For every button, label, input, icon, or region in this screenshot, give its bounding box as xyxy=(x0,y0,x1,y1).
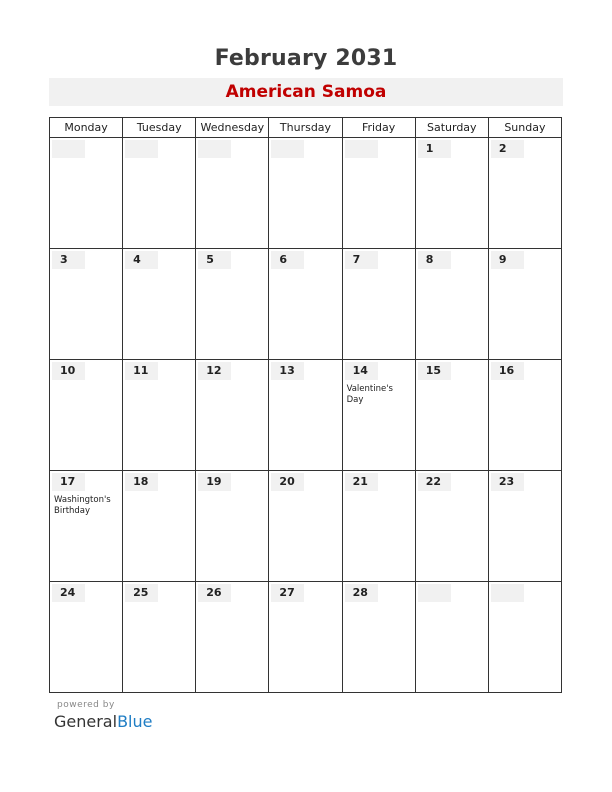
weekday-header: Tuesday xyxy=(123,118,196,138)
day-cell xyxy=(488,360,561,471)
holiday-label: Valentine's Day xyxy=(346,384,393,405)
day-number: 15 xyxy=(418,362,451,380)
day-number: 5 xyxy=(198,251,231,269)
week-row xyxy=(50,249,562,360)
day-cell xyxy=(269,138,342,249)
day-cell xyxy=(488,471,561,582)
weekday-header: Friday xyxy=(342,118,415,138)
day-cell xyxy=(342,249,415,360)
week-row xyxy=(50,471,562,582)
weekday-header: Monday xyxy=(50,118,123,138)
day-cell xyxy=(123,138,196,249)
weekday-header-row xyxy=(50,118,562,138)
week-row xyxy=(50,138,562,249)
country-banner xyxy=(49,78,563,106)
generalblue-logo[interactable] xyxy=(54,712,152,731)
day-cell xyxy=(269,249,342,360)
day-cell xyxy=(342,582,415,693)
day-cell xyxy=(415,471,488,582)
day-number xyxy=(125,140,158,158)
day-number: 14 xyxy=(345,362,378,380)
weekday-header: Saturday xyxy=(415,118,488,138)
day-cell xyxy=(50,582,123,693)
day-cell xyxy=(196,138,269,249)
day-number: 25 xyxy=(125,584,158,602)
day-cell xyxy=(342,138,415,249)
day-number: 9 xyxy=(491,251,524,269)
day-cell xyxy=(488,249,561,360)
calendar-grid xyxy=(49,117,562,693)
day-number xyxy=(52,140,85,158)
day-cell xyxy=(415,360,488,471)
day-number: 11 xyxy=(125,362,158,380)
day-number: 22 xyxy=(418,473,451,491)
day-cell xyxy=(415,138,488,249)
day-number: 27 xyxy=(271,584,304,602)
day-cell xyxy=(196,249,269,360)
day-cell xyxy=(269,360,342,471)
day-number xyxy=(491,584,524,602)
day-number: 16 xyxy=(491,362,524,380)
day-number: 24 xyxy=(52,584,85,602)
day-number: 26 xyxy=(198,584,231,602)
day-number: 12 xyxy=(198,362,231,380)
day-number: 10 xyxy=(52,362,85,380)
day-cell xyxy=(50,138,123,249)
day-number: 20 xyxy=(271,473,304,491)
calendar-title: February 2031 xyxy=(214,46,398,71)
day-number: 18 xyxy=(125,473,158,491)
weekday-header: Sunday xyxy=(488,118,561,138)
powered-by-label: powered by xyxy=(57,700,115,710)
day-cell xyxy=(50,471,123,582)
day-number: 8 xyxy=(418,251,451,269)
day-cell xyxy=(50,360,123,471)
day-cell xyxy=(196,471,269,582)
holiday-label: Washington's Birthday xyxy=(54,495,111,516)
day-number: 1 xyxy=(418,140,451,158)
brand-text-general: General xyxy=(54,712,118,731)
day-number: 4 xyxy=(125,251,158,269)
day-cell xyxy=(415,249,488,360)
day-number xyxy=(198,140,231,158)
day-cell xyxy=(123,471,196,582)
day-cell xyxy=(488,138,561,249)
weekday-header: Thursday xyxy=(269,118,342,138)
day-cell xyxy=(196,582,269,693)
day-number xyxy=(271,140,304,158)
day-cell xyxy=(269,582,342,693)
day-number: 2 xyxy=(491,140,524,158)
day-number: 13 xyxy=(271,362,304,380)
day-cell xyxy=(488,582,561,693)
day-number: 19 xyxy=(198,473,231,491)
day-number: 23 xyxy=(491,473,524,491)
day-number: 7 xyxy=(345,251,378,269)
day-cell xyxy=(123,582,196,693)
brand-text-blue: Blue xyxy=(117,712,153,731)
day-cell xyxy=(196,360,269,471)
day-cell xyxy=(342,360,415,471)
country-name: American Samoa xyxy=(225,82,387,102)
day-number xyxy=(418,584,451,602)
week-row xyxy=(50,582,562,693)
day-cell xyxy=(269,471,342,582)
day-number: 3 xyxy=(52,251,85,269)
day-cell xyxy=(342,471,415,582)
day-number: 17 xyxy=(52,473,85,491)
weekday-header: Wednesday xyxy=(196,118,269,138)
day-number: 6 xyxy=(271,251,304,269)
week-row xyxy=(50,360,562,471)
day-cell xyxy=(123,360,196,471)
day-number: 28 xyxy=(345,584,378,602)
day-cell xyxy=(123,249,196,360)
day-number xyxy=(345,140,378,158)
day-cell xyxy=(415,582,488,693)
day-cell xyxy=(50,249,123,360)
day-number: 21 xyxy=(345,473,378,491)
